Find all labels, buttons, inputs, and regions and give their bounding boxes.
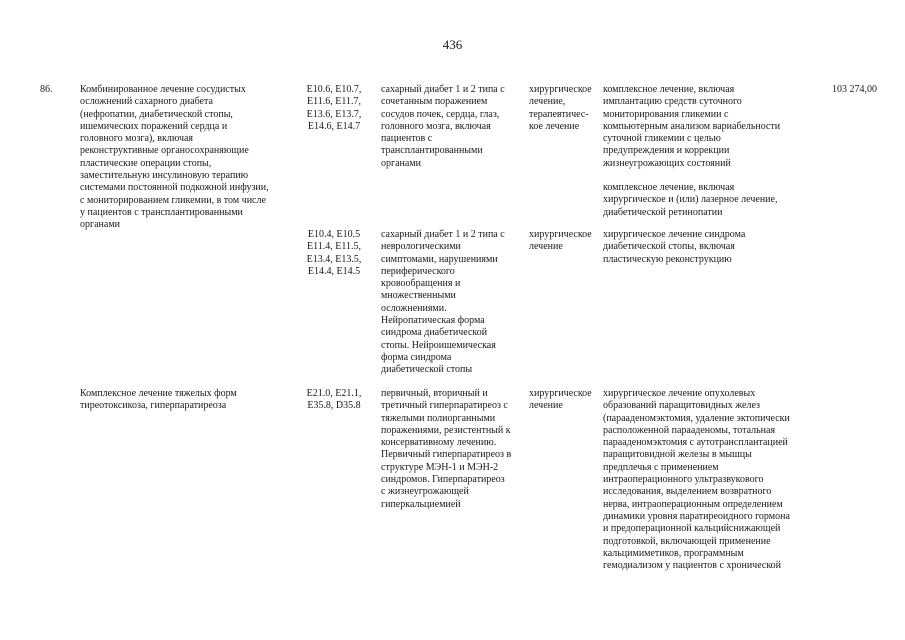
text-line: симптомами, нарушениями (381, 253, 498, 265)
treatment-name (80, 84, 290, 232)
text-line: лечение, (529, 96, 566, 108)
text-line: мониторирования гликемии с (603, 108, 729, 120)
text-line: E13.6, E13.7, (306, 108, 362, 120)
text-line: расположенной парааденомы, тотальная (603, 424, 776, 436)
text-line: комплексное лечение, включая (603, 84, 735, 95)
text-line: лечение (529, 400, 563, 412)
text-line: комплексное лечение, включая (603, 182, 735, 193)
text-line: исследования, выделением возвратного (603, 486, 772, 498)
treatment-type (529, 388, 601, 413)
icd-codes (304, 388, 364, 413)
patient-model (381, 84, 521, 170)
text-line: хирургическое лечение синдрома (603, 229, 746, 240)
text-line: третичный гиперпаратиреоз с (381, 400, 508, 412)
text-line: и предоперационной кальцийснижающей (603, 523, 781, 535)
text-line: жизнеугрожающих состояний (603, 157, 731, 169)
text-line: органами (80, 219, 121, 231)
treatment-type (529, 84, 601, 133)
text-line: (парааденомэктомия, удаление эктопически (603, 412, 790, 424)
text-line: осложнениями. (381, 302, 447, 314)
treatment-method (603, 229, 828, 266)
row-number: 86. (40, 84, 53, 95)
text-line: сосудов почек, сердца, глаз, (381, 108, 500, 120)
text-line: хирургическое (529, 388, 592, 399)
text-line: хирургическое (529, 229, 592, 240)
text-line: диабетической стопы, включая (603, 241, 735, 253)
patient-model (381, 388, 521, 511)
text-line: пластические операции стопы, (80, 157, 212, 169)
text-line: интраоперационного ультразвукового (603, 474, 764, 486)
text-line: Комплексное лечение тяжелых форм (80, 388, 237, 399)
text-line: осложнений сахарного диабета (80, 96, 213, 108)
patient-model (381, 229, 521, 377)
text-line: имплантацию средств суточного (603, 96, 742, 108)
cost-value: 103 274,00 (832, 84, 877, 95)
treatment-method (603, 182, 828, 219)
text-line: пластическую реконструкцию (603, 253, 732, 265)
text-line: Нейропатическая форма (381, 315, 485, 327)
text-line: с жизнеугрожающей (381, 486, 469, 498)
text-line: E14.6, E14.7 (307, 120, 361, 132)
text-line: синдромов. Гиперпаратиреоз (381, 474, 505, 486)
text-line: Первичный гиперпаратиреоз в (381, 449, 512, 461)
text-line: хирургическое (529, 84, 592, 95)
text-line: нерва, интраоперационным определением (603, 498, 783, 510)
text-line: тиреотоксикоза, гиперпаратиреоза (80, 400, 227, 412)
text-line: предплечья с применением (603, 461, 719, 473)
text-line: ишемических поражений сердца и (80, 120, 228, 132)
text-line: стопы. Нейроишемическая (381, 339, 496, 351)
icd-codes (304, 229, 364, 278)
treatment-method (603, 84, 828, 170)
text-line: E11.4, E11.5, (307, 241, 361, 253)
text-line: динамики уровня паратиреоидного гормона (603, 510, 790, 522)
text-line: лечение (529, 241, 563, 253)
text-line: E21.0, E21.1, (306, 388, 362, 399)
text-line: трансплантированными (381, 145, 483, 157)
text-line: тяжелыми полиорганными (381, 412, 496, 424)
text-line: неврологическими (381, 241, 461, 253)
text-line: сахарный диабет 1 и 2 типа с (381, 84, 505, 95)
treatment-method (603, 388, 828, 572)
page-number: 436 (442, 37, 463, 52)
text-line: E10.6, E10.7, (306, 84, 362, 95)
text-line: системами постоянной подкожной инфузии, (80, 182, 269, 194)
text-line: синдрома диабетической (381, 327, 488, 339)
text-line: хирургическое лечение опухолевых (603, 388, 756, 399)
text-line: сахарный диабет 1 и 2 типа с (381, 229, 505, 240)
text-line: заместительную инсулиновую терапию (80, 170, 249, 182)
text-line: сочетанным поражением (381, 96, 488, 108)
text-line: органами (381, 157, 422, 169)
text-line: множественными (381, 290, 456, 302)
text-line: E14.4, E14.5 (307, 265, 361, 277)
text-line: диабетической стопы (381, 364, 473, 376)
text-line: паращитовидной железы в мышцы (603, 449, 752, 461)
text-line: компьютерным анализом вариабельности (603, 120, 781, 132)
text-line: головного мозга), включая (80, 133, 194, 145)
text-line: периферического (381, 265, 455, 277)
text-line: диабетической ретинопатии (603, 206, 723, 218)
text-line: поражениями, резистентный к (381, 424, 511, 436)
text-line: хирургическое и (или) лазерное лечение, (603, 194, 778, 206)
text-line: кровообращения и (381, 278, 461, 290)
text-line: Комбинированное лечение сосудистых (80, 84, 246, 95)
text-line: с мониторированием гликемии, в том числе (80, 194, 266, 206)
icd-codes (304, 84, 364, 133)
text-line: образований паращитовидных желез (603, 400, 760, 412)
text-line: суточной гликемии с целью (603, 133, 721, 145)
text-line: подготовкой, включающей применение (603, 535, 771, 547)
text-line: E10.4, E10.5 (307, 229, 361, 240)
text-line: предупреждения и коррекции (603, 145, 730, 157)
text-line: парааденомэктомия с аутотрансплантацией (603, 437, 788, 449)
text-line: реконструктивные органосохраняющие (80, 145, 249, 157)
text-line: (нефропатии, диабетической стопы, (80, 108, 233, 120)
text-line: E35.8, D35.8 (307, 400, 361, 412)
text-line: кое лечение (529, 120, 580, 132)
text-line: пациентов с (381, 133, 433, 145)
treatment-name (80, 388, 290, 413)
text-line: гемодиализом у пациентов с хронической (603, 560, 782, 572)
text-line: E11.6, E11.7, (307, 96, 361, 108)
text-line: гиперкальциемией (381, 498, 461, 510)
text-line: структуре МЭН-1 и МЭН-2 (381, 461, 499, 473)
text-line: консервативному лечению. (381, 437, 497, 449)
text-line: E13.4, E13.5, (306, 253, 362, 265)
text-line: кальцимиметиков, программным (603, 547, 744, 559)
treatment-type (529, 229, 601, 254)
text-line: первичный, вторичный и (381, 388, 488, 399)
text-line: форма синдрома (381, 351, 452, 363)
text-line: у пациентов с трансплантированными (80, 206, 243, 218)
text-line: терапевтичес- (529, 108, 589, 120)
text-line: головного мозга, включая (381, 120, 491, 132)
